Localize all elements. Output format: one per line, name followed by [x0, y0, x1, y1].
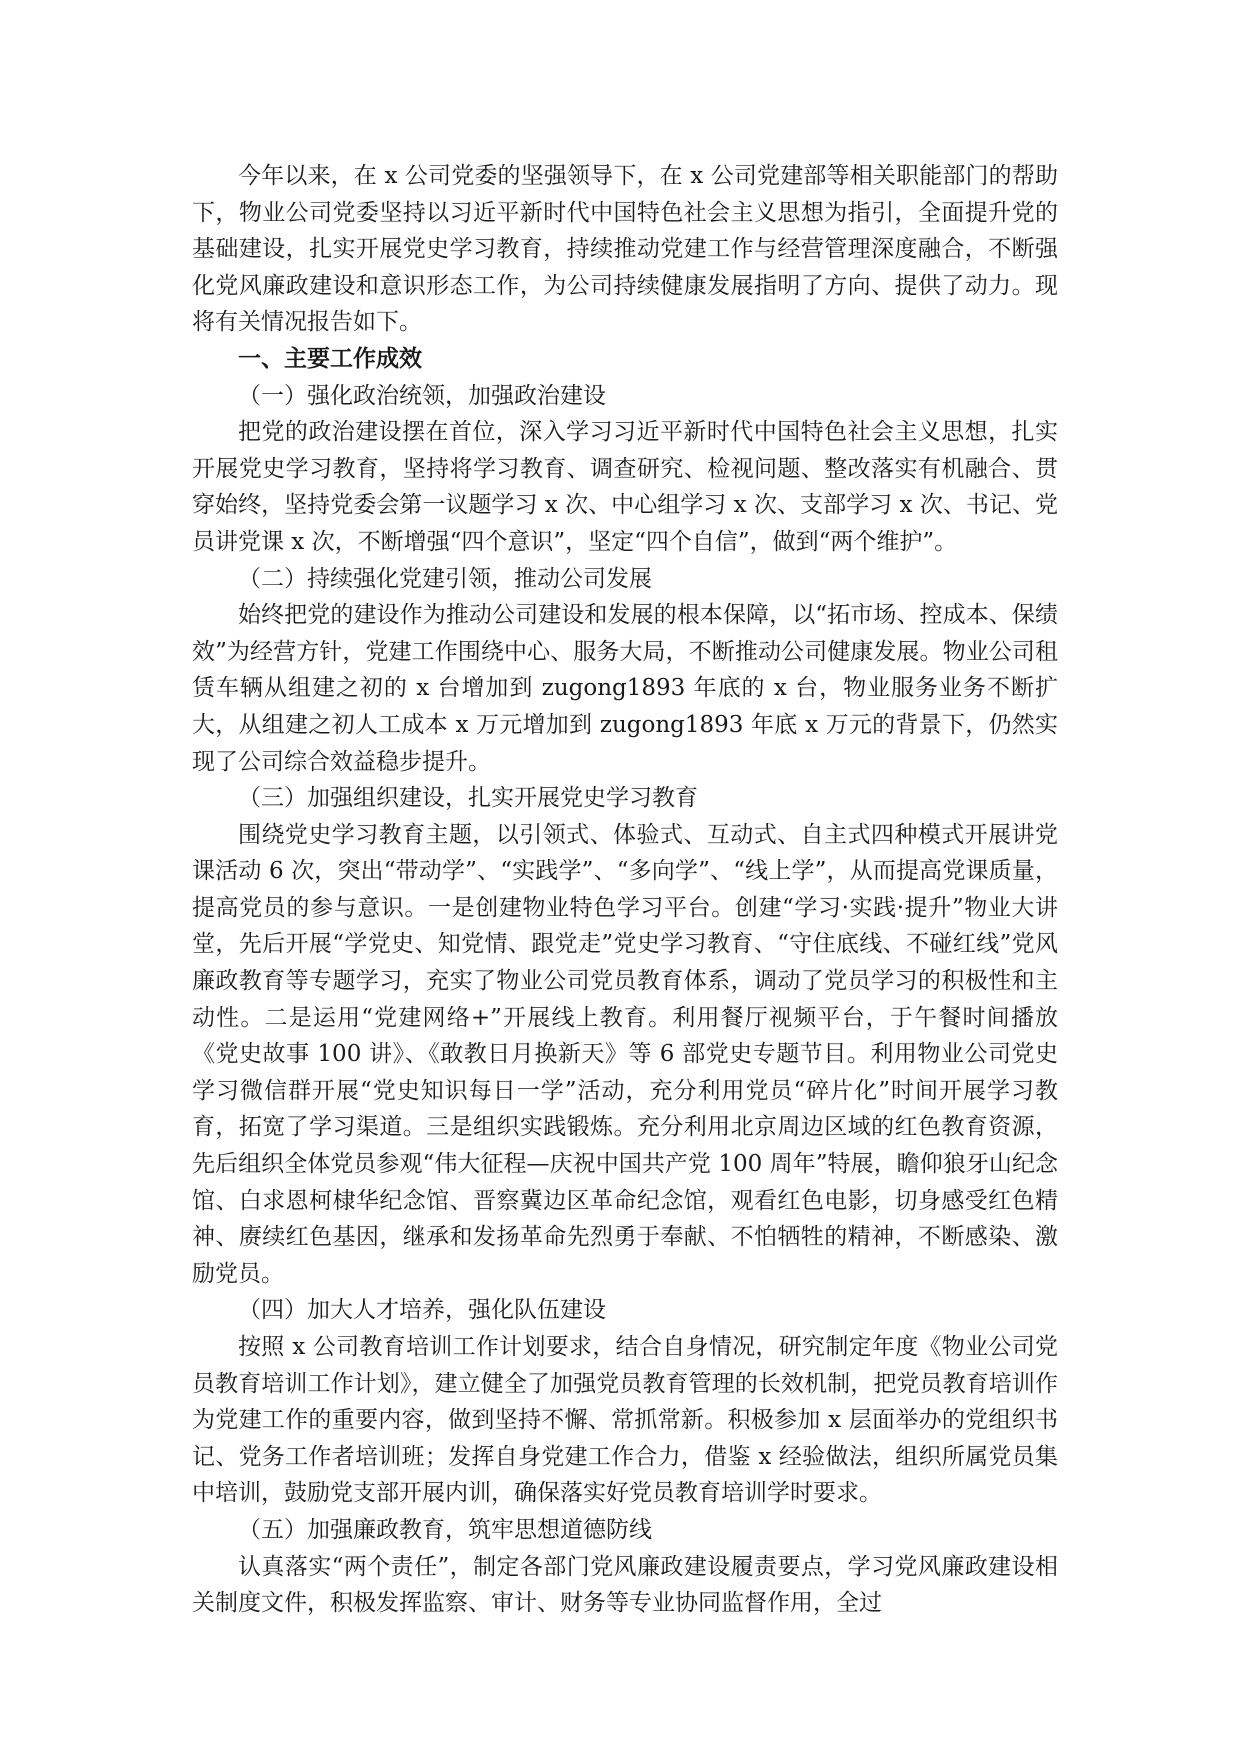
- section-heading-main-achievements: 一、主要工作成效: [238, 344, 422, 372]
- intro-paragraph: 今年以来，在 x 公司党委的坚强领导下，在 x 公司党建部等相关职能部门的帮助下，物业公司党委坚持以习近平新时代中国特色社会主义思想为指引，全面提升党的基础建设，扎实开展党史学习教育，持续推动党建工作与经营管理深度融合，不断强化党风廉政建设和意识形态工作，为公司持续健康发展指明了方向、提供了动力。现将有关情况报告如下。: [192, 163, 1058, 336]
- document-body: [192, 158, 1058, 1622]
- subsection-body-4: 按照 x 公司教育培训工作计划要求，结合自身情况，研究制定年度《物业公司党员教育培训工作计划》，建立健全了加强党员教育管理的长效机制，把党员教育培训作为党建工作的重要内容，做到坚持不懈、常抓常新。积极参加 x 层面举办的党组织书记、党务工作者培训班；发挥自身党建工作合力，借鉴 x 经验做法，组织所属党员集中培训，鼓励党支部开展内训，确保落实好党员教育培训学时要求。: [192, 1334, 1058, 1507]
- subsection-body-1: 把党的政治建设摆在首位，深入学习习近平新时代中国特色社会主义思想，扎实开展党史学习教育，坚持将学习教育、调查研究、检视问题、整改落实有机融合、贯穿始终，坚持党委会第一议题学习 x 次、中心组学习 x 次、支部学习 x 次、书记、党员讲党课 x 次，不断增强“四个意识”，坚定“四个自信”，做到“两个维护”。: [192, 419, 1058, 555]
- subsection-body-2: 始终把党的建设作为推动公司建设和发展的根本保障，以“拓市场、控成本、保绩效”为经营方针，党建工作围绕中心、服务大局，不断推动公司健康发展。物业公司租赁车辆从组建之初的 x 台增加到 zugong1893 年底的 x 台，物业服务业务不断扩大，从组建之初人工成本 x 万元增加到 zugong1893 年底 x 万元的背景下，仍然实现了公司综合效益稳步提升。: [192, 602, 1058, 775]
- subsection-title-2: （二）持续强化党建引领，推动公司发展: [238, 565, 652, 592]
- subsection-title-3: （三）加强组织建设，扎实开展党史学习教育: [238, 785, 698, 812]
- subsection-body-3: 围绕党史学习教育主题，以引领式、体验式、互动式、自主式四种模式开展讲党课活动 6 次，突出“带动学”、“实践学”、“多向学”、“线上学”，从而提高党课质量，提高党员的参与意识。一是创建物业特色学习平台。创建“学习·实践·提升”物业大讲堂，先后开展“学党史、知党情、跟党走”党史学习教育、“守住底线、不碰红线”党风廉政教育等专题学习，充实了物业公司党员教育体系，调动了党员学习的积极性和主动性。二是运用“党建网络+”开展线上教育。利用餐厅视频平台，于午餐时间播放《党史故事 100 讲》、《敢教日月换新天》等 6 部党史专题节目。利用物业公司党史学习微信群开展“党史知识每日一学”活动，充分利用党员“碎片化”时间开展学习教育，拓宽了学习渠道。三是组织实践锻炼。充分利用北京周边区域的红色教育资源，先后组织全体党员参观“伟大征程—庆祝中国共产党 100 周年”特展，瞻仰狼牙山纪念馆、白求恩柯棣华纪念馆、晋察冀边区革命纪念馆，观看红色电影，切身感受红色精神、赓续红色基因，继承和发扬革命先烈勇于奉献、不怕牺牲的精神，不断感染、激励党员。: [192, 821, 1058, 1287]
- subsection-title-4: （四）加大人才培养，强化队伍建设: [238, 1297, 606, 1324]
- subsection-title-1: （一）强化政治统领，加强政治建设: [238, 382, 606, 409]
- subsection-title-5: （五）加强廉政教育，筑牢思想道德防线: [238, 1516, 652, 1543]
- subsection-body-5: 认真落实“两个责任”，制定各部门党风廉政建设履责要点，学习党风廉政建设相关制度文件，积极发挥监察、审计、财务等专业协同监督作用，全过: [192, 1553, 1058, 1617]
